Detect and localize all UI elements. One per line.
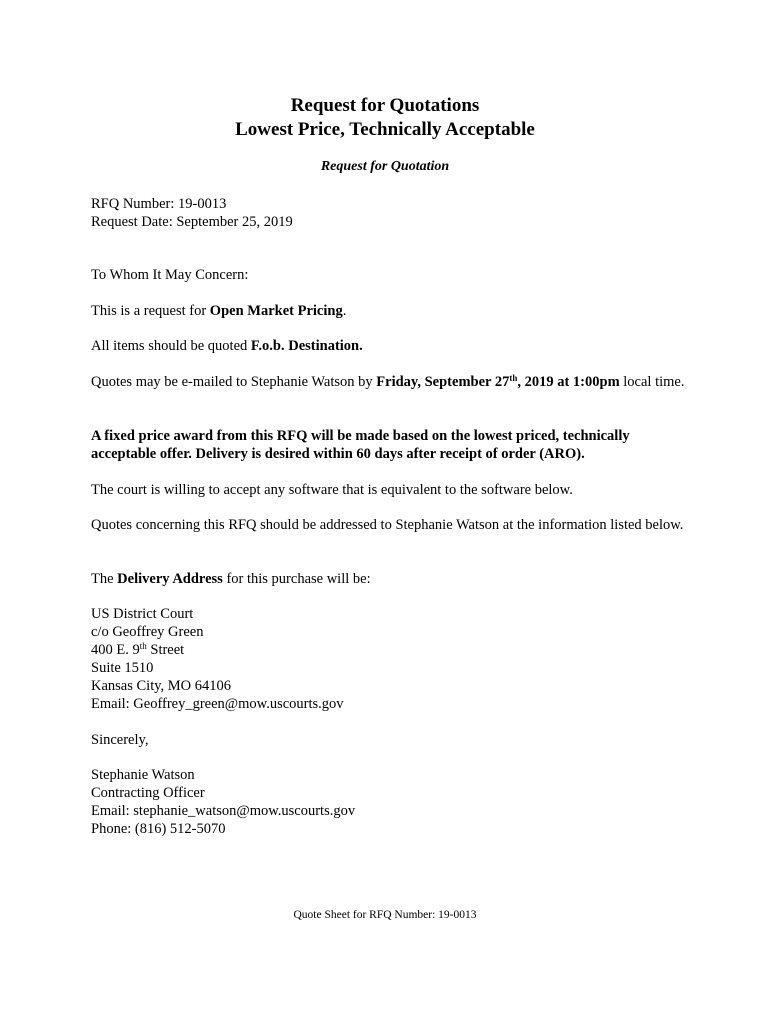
document-subtitle: Request for Quotation (320, 159, 450, 174)
address-line-street (91, 641, 691, 659)
quotes-email-suffix: local time. (619, 374, 685, 390)
delivery-paragraph (91, 570, 691, 588)
document-title-line2: Lowest Price, Technically Acceptable (235, 119, 535, 140)
page-footer: Quote Sheet for RFQ Number: 19-0013 (293, 909, 477, 921)
document-title: Request for Quotations (290, 95, 480, 116)
fob-paragraph (91, 337, 691, 355)
request-date: Request Date: September 25, 2019 (91, 214, 293, 230)
pricing-emphasis: Open Market Pricing (209, 303, 343, 319)
address-line-email: Email: Geoffrey_green@mow.uscourts.gov (91, 696, 344, 712)
pricing-prefix: This is a request for (91, 303, 210, 319)
signature-title: Contracting Officer (91, 785, 205, 801)
signature-block (91, 766, 691, 838)
quotes-email-prefix: Quotes may be e-mailed to Stephanie Watson by (91, 374, 377, 390)
pricing-suffix: . (342, 303, 347, 319)
signature-email: Email: stephanie_watson@mow.uscourts.gov (91, 803, 356, 819)
signature-name: Stephanie Watson (91, 767, 195, 783)
delivery-prefix: The (91, 571, 118, 587)
delivery-address-block (91, 605, 691, 713)
quotes-deadline-date: Friday, September 27 (376, 374, 510, 390)
quotes-email-paragraph (91, 373, 691, 391)
address-line-court: US District Court (91, 606, 194, 622)
addressed-paragraph: Quotes concerning this RFQ should be addressed to Stephanie Watson at the information listed below. (91, 517, 684, 533)
greeting: To Whom It May Concern: (91, 267, 249, 283)
street-suffix: Street (146, 642, 185, 658)
signature-phone: Phone: (816) 512-5070 (91, 821, 226, 837)
fob-prefix: All items should be quoted (91, 338, 251, 354)
address-line-city: Kansas City, MO 64106 (91, 678, 232, 694)
software-paragraph: The court is willing to accept any software that is equivalent to the software below. (91, 482, 573, 498)
delivery-suffix: for this purchase will be: (222, 571, 371, 587)
quotes-deadline-superscript: th (509, 373, 518, 383)
address-line-suite: Suite 1510 (91, 660, 154, 676)
street-prefix: 400 E. 9 (91, 642, 140, 658)
closing: Sincerely, (91, 732, 149, 748)
fob-emphasis: F.o.b. Destination. (250, 338, 363, 354)
pricing-paragraph (91, 302, 691, 320)
address-line-attention: c/o Geoffrey Green (91, 624, 204, 640)
rfq-number: RFQ Number: 19-0013 (91, 196, 227, 212)
delivery-emphasis: Delivery Address (117, 571, 223, 587)
quotes-deadline-time: , 2019 at 1:00pm (517, 374, 620, 390)
street-superscript: th (139, 641, 147, 651)
award-paragraph: A fixed price award from this RFQ will be made based on the lowest priced, technically acceptable offer. Delivery is desired within 60 days after receipt of order (ARO). (91, 428, 630, 462)
